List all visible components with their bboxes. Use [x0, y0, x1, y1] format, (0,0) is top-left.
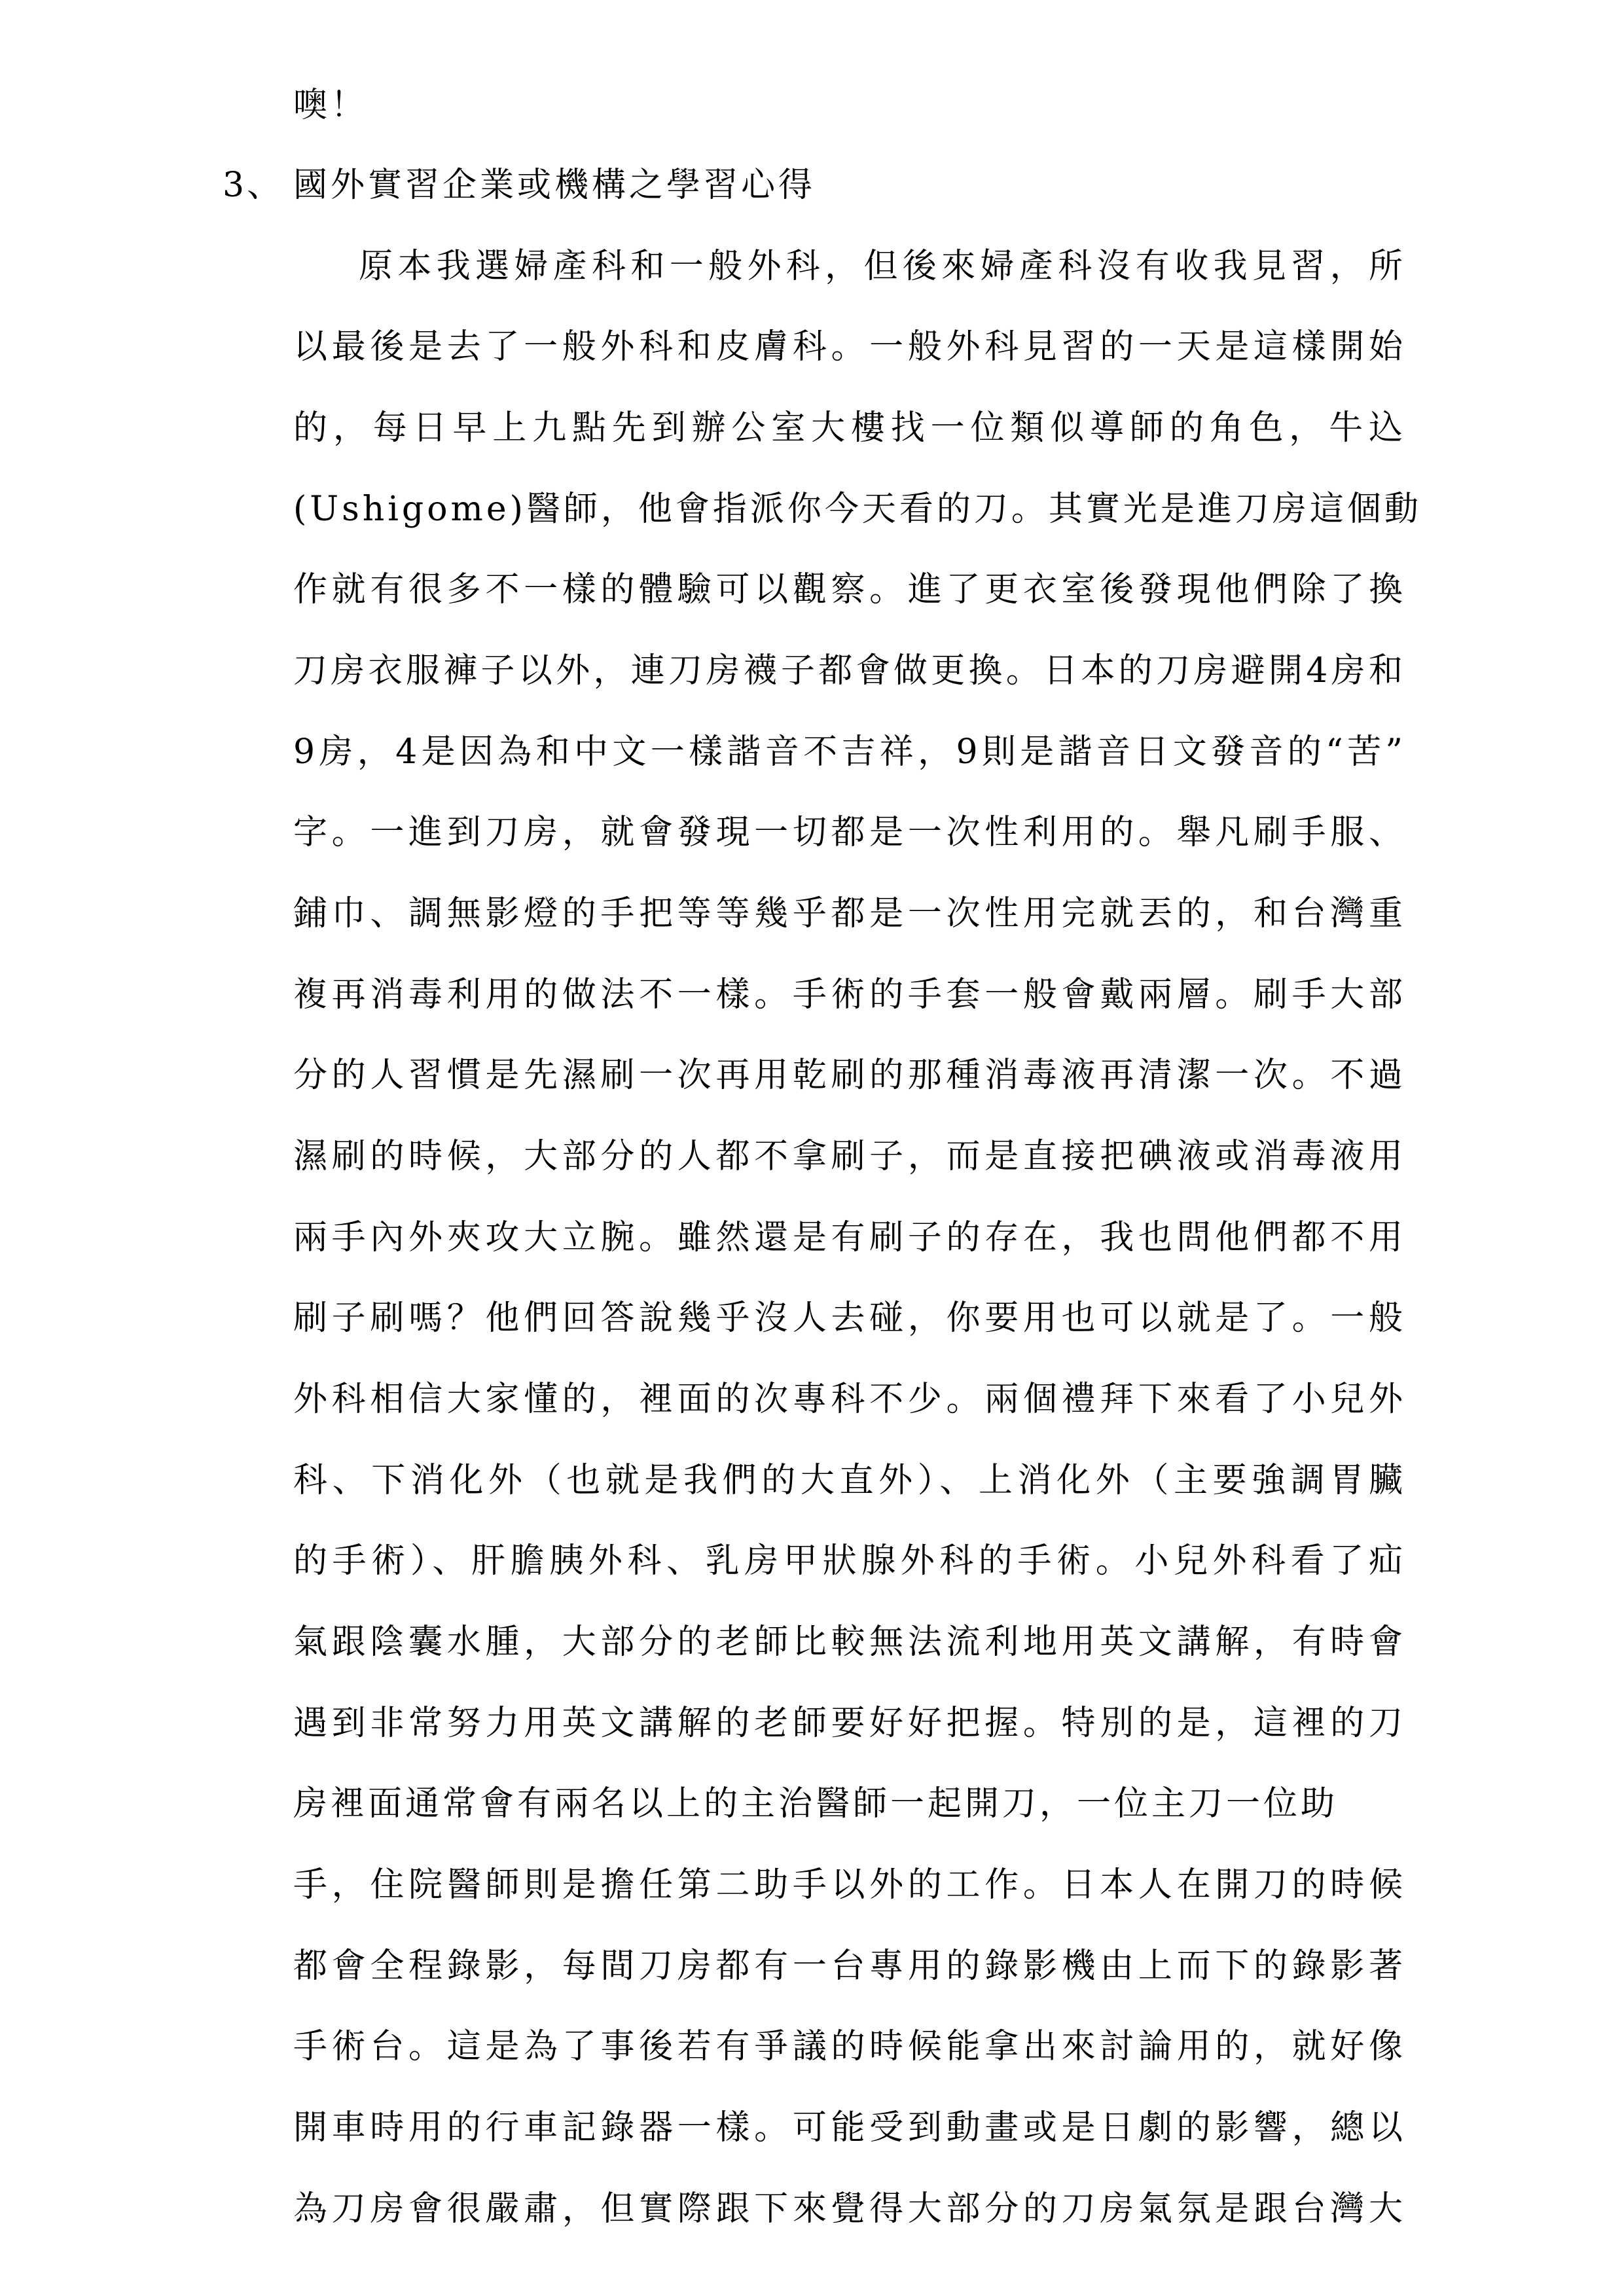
- paragraph-line: 都會全程錄影，每間刀房都有一台專用的錄影機由上而下的錄影著: [293, 1946, 1406, 1986]
- section-number: 3、: [223, 166, 284, 205]
- paragraph-line: 為刀房會很嚴肅，但實際跟下來覺得大部分的刀房氣氛是跟台灣大: [293, 2189, 1406, 2229]
- paragraph-line: 科、下消化外（也就是我們的大直外）、上消化外（主要強調胃臟: [293, 1461, 1406, 1500]
- paragraph-line: 9房，4是因為和中文一樣諧音不吉祥，9則是諧音日文發音的“苦”: [293, 732, 1406, 772]
- paragraph-line: 開車時用的行車記錄器一樣。可能受到動畫或是日劇的影響，總以: [293, 2108, 1406, 2147]
- paragraph-line: 外科相信大家懂的，裡面的次專科不少。兩個禮拜下來看了小兒外: [293, 1380, 1406, 1419]
- paragraph-line: 房裡面通常會有兩名以上的主治醫師一起開刀，一位主刀一位助: [293, 1784, 1339, 1823]
- paragraph-line: 以最後是去了一般外科和皮膚科。一般外科見習的一天是這樣開始: [293, 327, 1406, 367]
- paragraph-line: 複再消毒利用的做法不一樣。手術的手套一般會戴兩層。刷手大部: [293, 975, 1406, 1014]
- paragraph-line: 原本我選婦產科和一般外科，但後來婦產科沒有收我見習，所: [359, 247, 1406, 286]
- paragraph-line: (Ushigome)醫師，他會指派你今天看的刀。其實光是進刀房這個動: [293, 490, 1422, 529]
- paragraph-line: 字。一進到刀房，就會發現一切都是一次性利用的。舉凡刷手服、: [293, 813, 1406, 852]
- paragraph-line: 手，住院醫師則是擔任第二助手以外的工作。日本人在開刀的時候: [293, 1865, 1406, 1905]
- paragraph-line: 鋪巾、調無影燈的手把等等幾乎都是一次性用完就丟的，和台灣重: [293, 894, 1406, 933]
- paragraph-line: 刷子刷嗎？他們回答說幾乎沒人去碰，你要用也可以就是了。一般: [293, 1299, 1406, 1338]
- paragraph-line: 手術台。這是為了事後若有爭議的時候能拿出來討論用的，就好像: [293, 2027, 1406, 2066]
- paragraph-line: 刀房衣服褲子以外，連刀房襪子都會做更換。日本的刀房避開4房和: [293, 651, 1406, 691]
- paragraph-line: 分的人習慣是先濕刷一次再用乾刷的那種消毒液再清潔一次。不過: [293, 1056, 1406, 1095]
- section-title: 國外實習企業或機構之學習心得: [293, 166, 816, 205]
- paragraph-line: 氣跟陰囊水腫，大部分的老師比較無法流利地用英文講解，有時會: [293, 1623, 1406, 1662]
- paragraph-line: 的手術）、肝膽胰外科、乳房甲狀腺外科的手術。小兒外科看了疝: [293, 1541, 1406, 1581]
- paragraph-line: 遇到非常努力用英文講解的老師要好好把握。特別的是，這裡的刀: [293, 1704, 1406, 1743]
- paragraph-line: 作就有很多不一樣的體驗可以觀察。進了更衣室後發現他們除了換: [293, 570, 1406, 609]
- carryover-text-line: 噢！: [293, 86, 369, 125]
- paragraph-line: 的，每日早上九點先到辦公室大樓找一位類似導師的角色，牛込: [293, 408, 1406, 448]
- paragraph-line: 兩手內外夾攻大立腕。雖然還是有刷子的存在，我也問他們都不用: [293, 1218, 1406, 1257]
- paragraph-line: 濕刷的時候，大部分的人都不拿刷子，而是直接把碘液或消毒液用: [293, 1137, 1406, 1176]
